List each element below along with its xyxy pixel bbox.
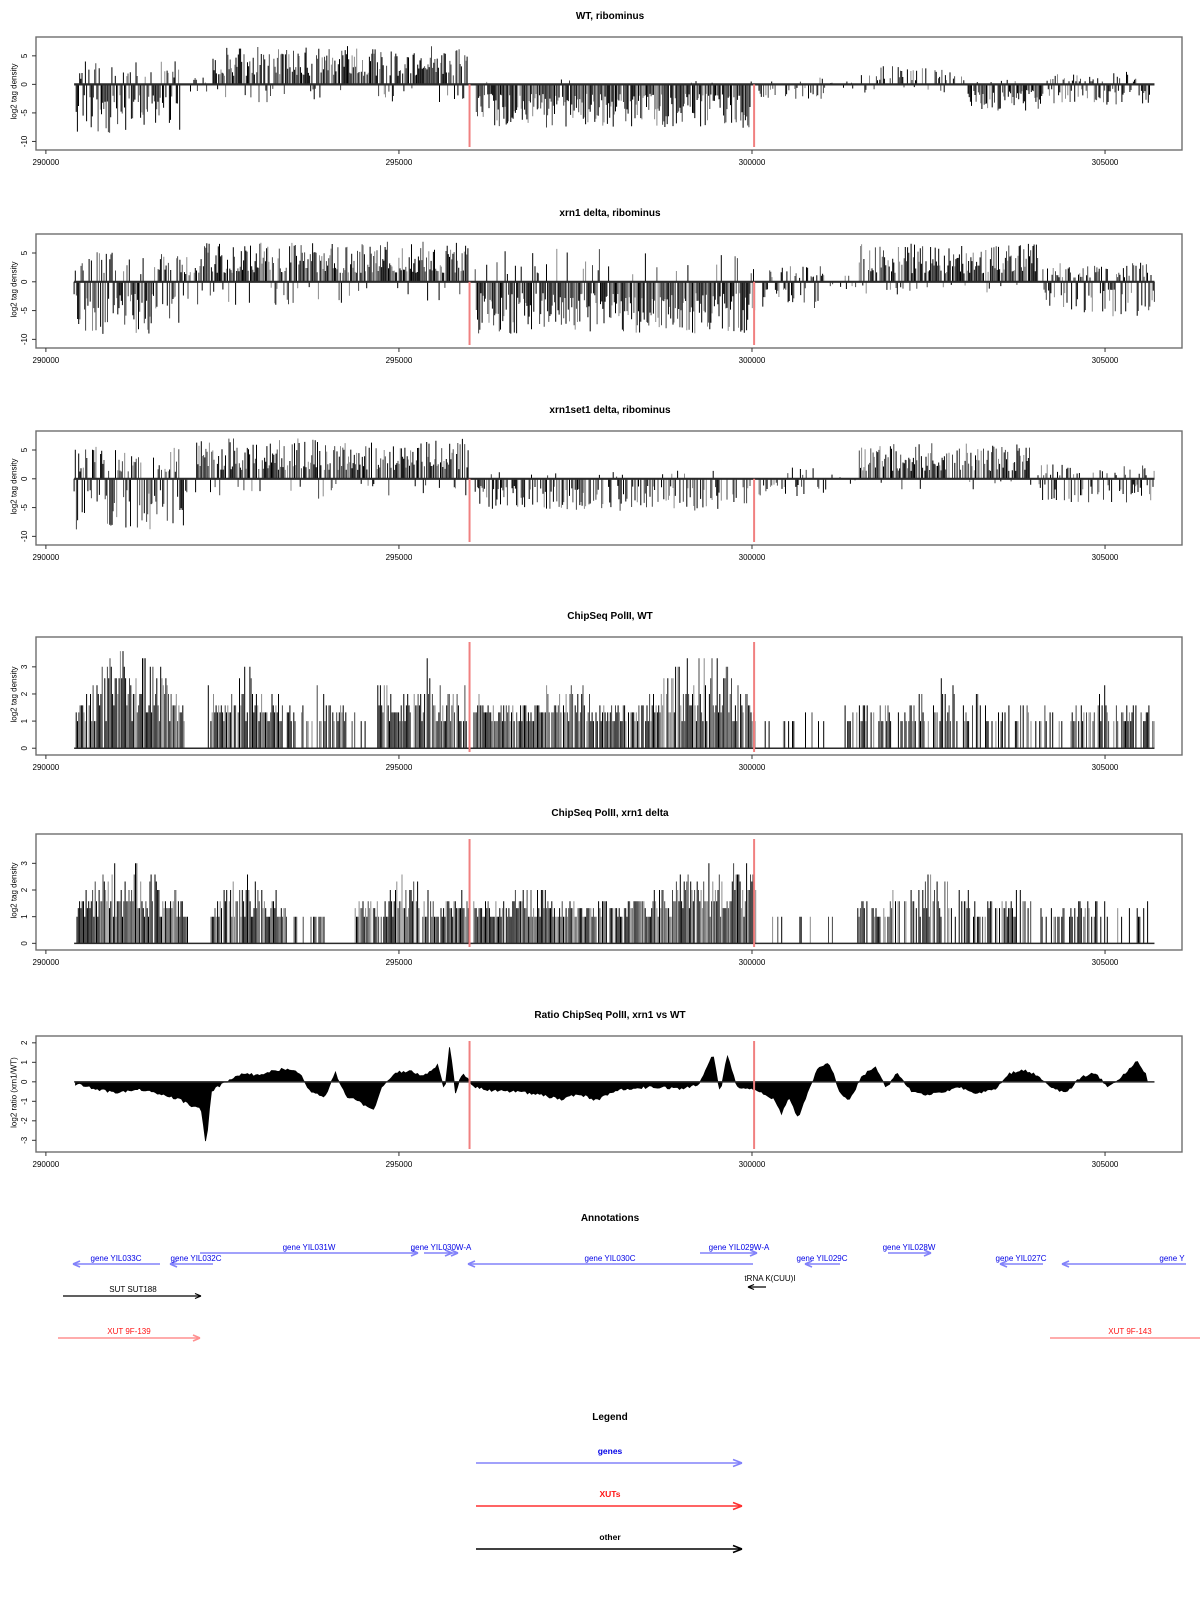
ylabel-panel-0: log2 tag density [9,63,19,120]
ylabel-panel-4: log2 tag density [9,862,19,919]
ylabel-panel-3: log2 tag density [9,666,19,723]
panel-title-chipseq-xrn1: ChipSeq PolII, xrn1 delta [551,808,669,819]
y-tick-label: 5 [20,53,29,59]
y-tick-label: 0 [20,279,29,285]
gene-annotation-label: gene YIL027C [995,1254,1047,1263]
annotations-title: Annotations [580,1213,640,1224]
ratio-area [76,1047,1148,1141]
bars-layer [93,863,1095,943]
ylabel-panel-5: log2 ratio (xrn1/WT) [9,1057,19,1128]
x-tick-label: 305000 [1091,958,1119,967]
other-annotation-label: SUT SUT188 [109,1285,157,1294]
y-tick-label: 1 [20,718,29,724]
other-annotation-label: tRNA K(CUU)I [744,1274,796,1283]
x-tick-label: 295000 [385,1160,413,1169]
panel-title-chipseq-wt: ChipSeq PolII, WT [567,611,653,622]
y-tick-label: 2 [20,887,29,893]
panel-1 [20,234,1182,365]
legend-label-xuts: XUTs [599,1489,621,1499]
x-tick-label: 305000 [1091,356,1119,365]
y-tick-label: -10 [20,333,29,346]
x-tick-label: 290000 [32,958,60,967]
y-tick-label: 1 [20,914,29,919]
panel-2 [20,431,1182,562]
y-tick-label: -10 [20,530,29,543]
y-tick-label: 5 [20,447,29,453]
y-tick-label: 0 [20,476,29,482]
x-tick-label: 290000 [32,158,60,167]
x-tick-label: 295000 [385,356,413,365]
x-tick-label: 295000 [385,158,413,167]
y-tick-label: -5 [20,109,29,117]
y-tick-label: 0 [20,745,29,751]
panel-4 [20,834,1182,967]
x-tick-label: 295000 [385,763,413,772]
xut-annotation-label: XUT 9F-143 [1108,1327,1152,1336]
y-tick-label: -3 [20,1136,29,1144]
ylabel-panel-1: log2 tag density [9,261,19,318]
y-tick-label: 2 [20,1040,29,1046]
gene-annotation-label: gene YIL030C [584,1254,636,1263]
y-tick-label: -10 [20,135,29,148]
x-tick-label: 300000 [738,356,766,365]
y-tick-label: 3 [20,861,29,866]
panel-0 [20,37,1182,167]
x-tick-label: 290000 [32,763,60,772]
x-tick-label: 300000 [738,958,766,967]
panel-title-xrn1set1-ribominus: xrn1set1 delta, ribominus [549,405,671,416]
x-tick-label: 290000 [32,356,60,365]
y-tick-label: -1 [20,1097,29,1105]
y-tick-label: -2 [20,1117,29,1125]
gene-annotation-label: gene YIL029C [796,1254,848,1263]
bars-layer [76,46,1149,132]
x-tick-label: 295000 [385,553,413,562]
xut-annotation-label: XUT 9F-139 [107,1327,151,1336]
gene-annotation-label: gene YIL029W-A [708,1243,770,1252]
y-tick-label: 0 [20,1079,29,1085]
x-tick-label: 300000 [738,1160,766,1169]
x-tick-label: 305000 [1091,553,1119,562]
x-tick-label: 300000 [738,553,766,562]
y-tick-label: 1 [20,1060,29,1065]
x-tick-label: 290000 [32,1160,60,1169]
x-tick-label: 300000 [738,158,766,167]
x-tick-label: 305000 [1091,1160,1119,1169]
y-tick-label: -5 [20,307,29,315]
panel-3 [20,637,1182,772]
panel-5 [20,1036,1182,1169]
y-tick-label: 2 [20,691,29,697]
panel-title-wt-ribominus: WT, ribominus [575,11,645,22]
y-tick-label: 0 [20,941,29,946]
legend-label-genes: genes [597,1446,623,1456]
ylabel-panel-2: log2 tag density [9,458,19,515]
panel-title-xrn1-ribominus: xrn1 delta, ribominus [559,208,661,219]
gene-annotation-label: gene YIL031W [282,1243,336,1252]
x-tick-label: 305000 [1091,763,1119,772]
x-tick-label: 290000 [32,553,60,562]
x-tick-label: 300000 [738,763,766,772]
legend-label-other: other [599,1532,621,1542]
gene-annotation-label: gene YIL028W [882,1243,936,1252]
gene-annotation-label: gene Y [1159,1254,1185,1263]
y-tick-label: 5 [20,250,29,256]
x-tick-label: 295000 [385,958,413,967]
annotations-track [58,1250,1200,1341]
y-tick-label: 0 [20,82,29,87]
legend-title: Legend [592,1412,628,1423]
y-tick-label: 3 [20,664,29,670]
plot-frame [36,234,1182,348]
gene-annotation-label: gene YIL032C [170,1254,222,1263]
gene-annotation-label: gene YIL030W-A [410,1243,472,1252]
plot-frame [36,431,1182,545]
bars-layer [87,243,1152,333]
y-tick-label: -5 [20,504,29,512]
gene-annotation-label: gene YIL033C [90,1254,142,1263]
x-tick-label: 305000 [1091,158,1119,167]
panel-title-ratio: Ratio ChipSeq PolII, xrn1 vs WT [534,1010,686,1021]
